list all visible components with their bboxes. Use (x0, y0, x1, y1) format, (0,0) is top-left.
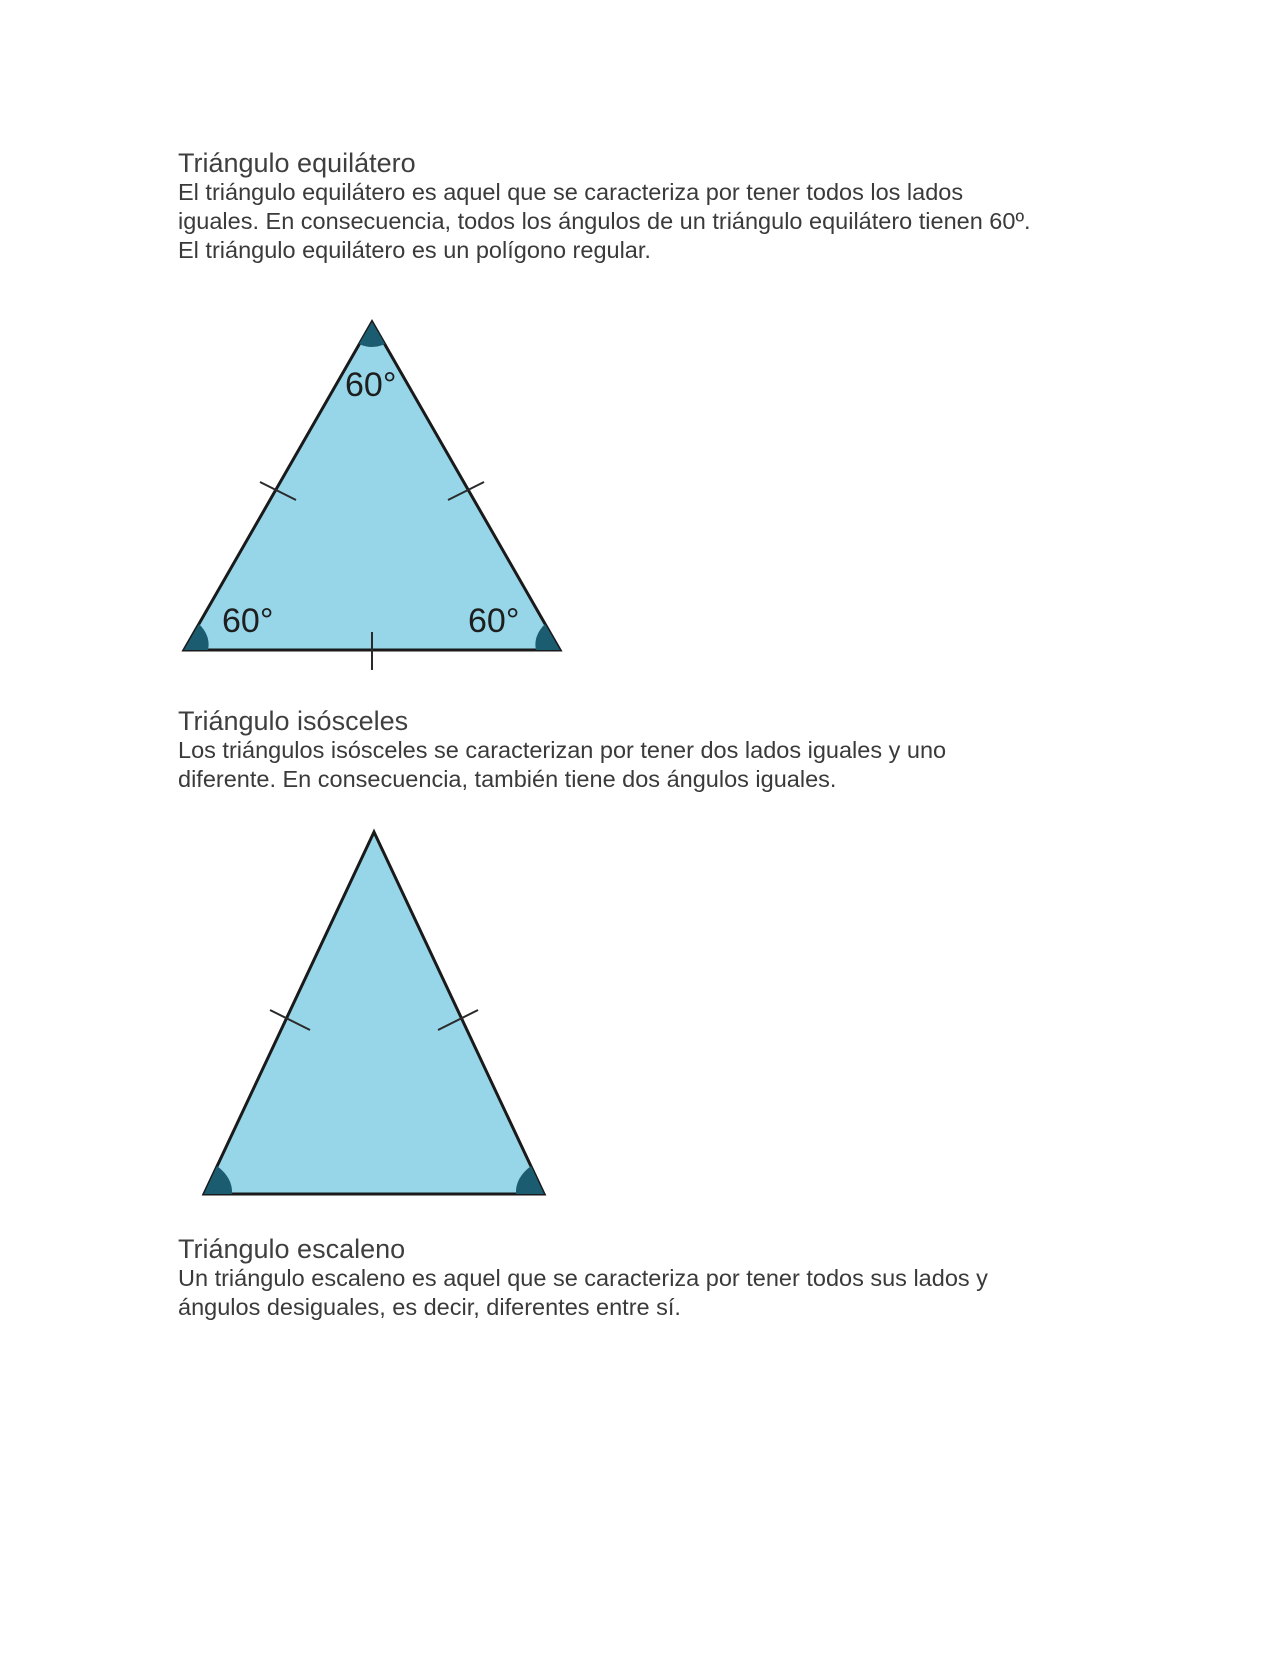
heading-scalene: Triángulo escaleno (178, 1234, 406, 1264)
text-line: Un triángulo escaleno es aquel que se caracteriza por tener todos sus lados y (178, 1265, 988, 1291)
text-line: iguales. En consecuencia, todos los ángulos de un triángulo equilátero tienen 60º. (178, 208, 1031, 234)
equilateral-triangle-diagram (178, 310, 578, 680)
equilateral-triangle-figure (178, 310, 578, 680)
angle-mark-top (359, 322, 385, 347)
section-isosceles (178, 706, 1108, 794)
paragraph-isosceles (178, 736, 1108, 794)
text-line: El triángulo equilátero es aquel que se caracteriza por tener todos los lados (178, 179, 964, 205)
angle-label-left: 60° (222, 602, 274, 640)
angle-label-top: 60° (345, 366, 397, 404)
isosceles-triangle-shape (204, 832, 544, 1194)
text-line: ángulos desiguales, es decir, diferentes entre sí. (178, 1294, 681, 1320)
section-scalene (178, 1234, 1108, 1322)
text-line: diferente. En consecuencia, también tiene dos ángulos iguales. (178, 766, 837, 792)
paragraph-equilateral (178, 178, 1108, 265)
angle-label-right: 60° (468, 602, 520, 640)
section-equilateral (178, 148, 1108, 265)
text-line: Los triángulos isósceles se caracterizan por tener dos lados iguales y uno (178, 737, 947, 763)
paragraph-scalene (178, 1264, 1108, 1322)
heading-isosceles: Triángulo isósceles (178, 706, 409, 736)
isosceles-triangle-figure (178, 826, 578, 1206)
heading-equilateral: Triángulo equilátero (178, 148, 416, 178)
text-line: El triángulo equilátero es un polígono regular. (178, 237, 651, 263)
isosceles-triangle-diagram (178, 826, 578, 1206)
